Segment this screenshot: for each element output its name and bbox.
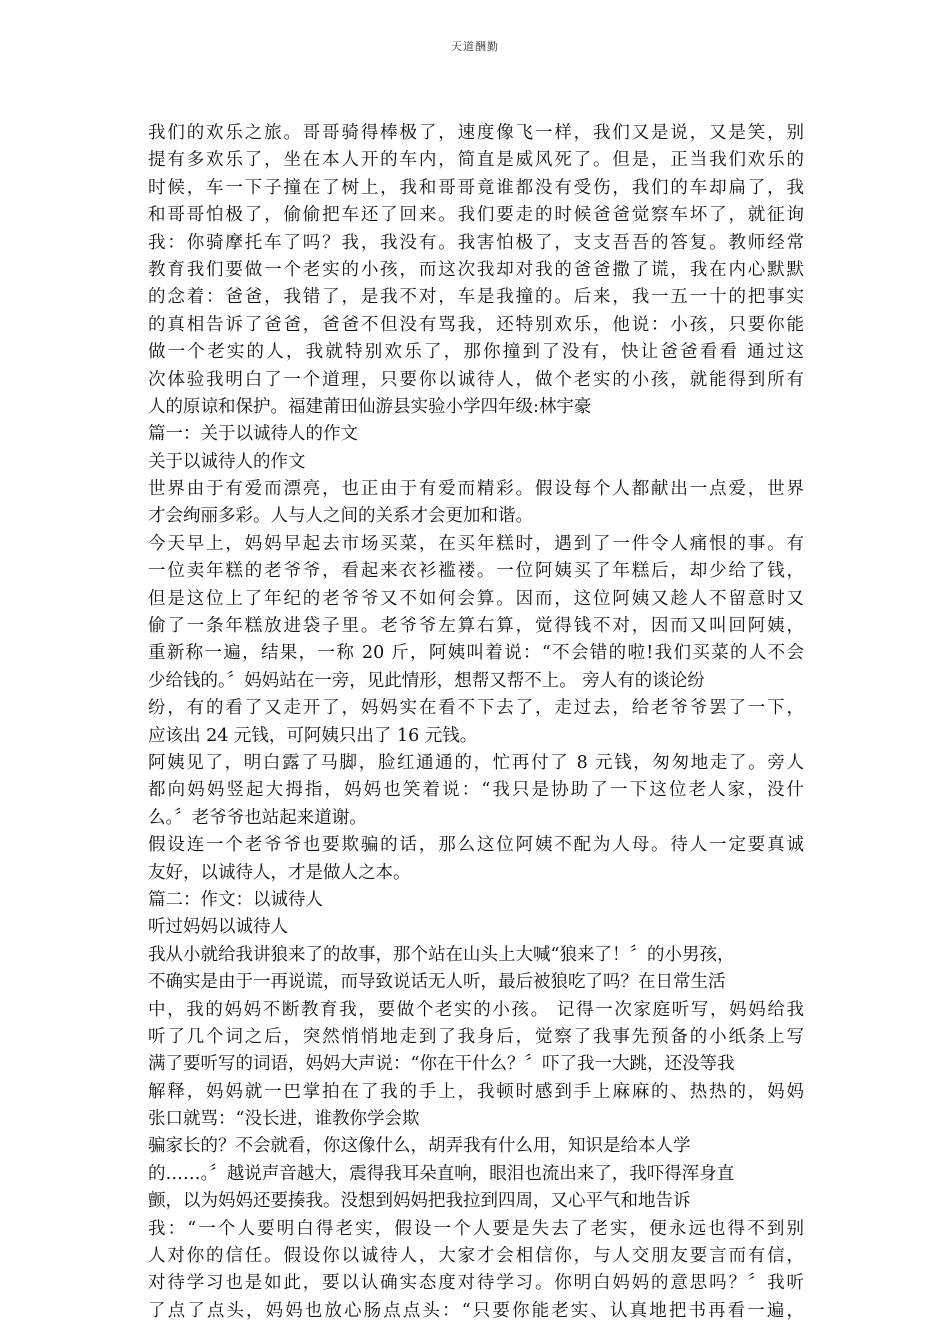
text-line: 重新称一遍，结果，一称 20 斤，阿姨叫着说：“不会错的啦!我们买菜的人不会 — [148, 643, 804, 664]
text-line: 时候，车一下子撞在了树上，我和哥哥竟谁都没有受伤，我们的车却扁了，我 — [148, 177, 804, 198]
text-line: 教育我们要做一个老实的小孩，而这次我却对我的爸爸撒了谎，我在内心默默 — [148, 259, 804, 280]
text-line: 我：你骑摩托车了吗？我，我没有。我害怕极了，支支吾吾的答复。教师经常 — [148, 232, 804, 253]
text-line: 骗家长的？不会就看，你这像什么，胡弄我有什么用，知识是给本人学 — [148, 1136, 691, 1157]
text-line: 篇一：关于以诚待人的作文 — [148, 424, 358, 445]
text-line: 纷，有的看了又走开了，妈妈实在看不下去了，走过去，给老爷爷罢了一下， — [148, 698, 804, 719]
text-line: 了点了点头，妈妈也放心肠点点头：“只要你能老实、认真地把书再看一遍， — [148, 1300, 804, 1321]
text-line: 才会绚丽多彩。人与人之间的关系才会更加和谐。 — [148, 506, 533, 527]
text-line: 张口就骂：“没长进，谁教你学会欺 — [148, 1109, 420, 1130]
text-line: 提有多欢乐了，坐在本人开的车内，简直是威风死了。但是，正当我们欢乐的 — [148, 150, 804, 171]
text-line: 人对你的信任。假设你以诚待人，大家才会相信你，与人交朋友要言而有信， — [148, 1246, 804, 1267]
text-line: 听了几个词之后，突然悄悄地走到了我身后，觉察了我事先预备的小纸条上写 — [148, 1026, 804, 1047]
text-line: 世界由于有爱而漂亮，也正由于有爱而精彩。假设每个人都献出一点爱，世界 — [148, 479, 804, 500]
text-line: 的念着：爸爸，我错了，是我不对，车是我撞的。后来，我一五一十的把事实 — [148, 287, 804, 308]
text-line: 篇二：作文：以诚待人 — [148, 889, 323, 910]
text-line: 听过妈妈以诚待人 — [148, 917, 288, 938]
text-line: 但是这位上了年纪的老爷爷又不如何会算。因而，这位阿姨又趁人不留意时又 — [148, 588, 804, 609]
page-header: 天道酬勤 — [451, 40, 499, 53]
text-line: 解释，妈妈就一巴掌拍在了我的手上，我顿时感到手上麻麻的、热热的，妈妈 — [148, 1081, 804, 1102]
text-line: 我从小就给我讲狼来了的故事，那个站在山头上大喊“狼来了！〞的小男孩， — [148, 944, 735, 965]
text-line: 颤，以为妈妈还要揍我。没想到妈妈把我拉到四周，又心平气和地告诉 — [148, 1191, 691, 1212]
text-line: 不确实是由于一再说谎，而导致说话无人听，最后被狼吃了吗？在日常生活 — [148, 972, 726, 993]
text-line: 阿姨见了，明白露了马脚，脸红通通的，忙再付了 8 元钱，匆匆地走了。旁人 — [148, 752, 804, 773]
text-line: 人的原谅和保护。福建莆田仙游县实验小学四年级:林宇豪 — [148, 396, 592, 417]
text-line: 我：“一个人要明白得老实，假设一个人要是失去了老实，便永远也得不到别 — [148, 1218, 804, 1239]
text-line: 友好，以诚待人，才是做人之本。 — [148, 862, 411, 883]
text-line: 假设连一个老爷爷也要欺骗的话，那么这位阿姨不配为人母。待人一定要真诚 — [148, 835, 804, 856]
text-line: 今天早上，妈妈早起去市场买菜，在买年糕时，遇到了一件令人痛恨的事。有 — [148, 533, 804, 554]
text-line: 么。〞老爷爷也站起来道谢。 — [148, 807, 367, 828]
document-body — [148, 120, 804, 1325]
text-line: 少给钱的。〞妈妈站在一旁，见此情形，想帮又帮不上。 旁人有的谈论纷 — [148, 670, 705, 691]
text-line: 应该出 24 元钱，可阿姨只出了 16 元钱。 — [148, 725, 478, 746]
text-line: 关于以诚待人的作文 — [148, 451, 306, 472]
text-line: 次体验我明白了一个道理，只要你以诚待人，做个老实的小孩，就能得到所有 — [148, 369, 804, 390]
text-line: 满了要听写的词语，妈妈大声说：“你在干什么？〞吓了我一大跳，还没等我 — [148, 1054, 735, 1075]
text-line: 偷了一条年糕放进袋子里。老爷爷左算右算，觉得钱不对，因而又叫回阿姨， — [148, 616, 804, 637]
text-line: 对待学习也是如此，要以认确实态度对待学习。你明白妈妈的意思吗？〞我听 — [148, 1273, 804, 1294]
text-line: 一位卖年糕的老爷爷，看起来衣衫褴褛。一位阿姨买了年糕后，却少给了钱， — [148, 561, 804, 582]
text-line: 中，我的妈妈不断教育我，要做个老实的小孩。 记得一次家庭听写，妈妈给我 — [148, 999, 804, 1020]
text-line: 和哥哥怕极了，偷偷把车还了回来。我们要走的时候爸爸觉察车坏了，就征询 — [148, 205, 804, 226]
text-line: 的……。〞越说声音越大，震得我耳朵直响，眼泪也流出来了，我吓得浑身直 — [148, 1163, 735, 1184]
text-line: 的真相告诉了爸爸，爸爸不但没有骂我，还特别欢乐，他说：小孩，只要你能 — [148, 314, 804, 335]
text-line: 都向妈妈竖起大拇指，妈妈也笑着说：“我只是协助了一下这位老人家，没什 — [148, 780, 804, 801]
text-line: 做一个老实的人，我就特别欢乐了，那你撞到了没有，快让爸爸看看 通过这 — [148, 342, 804, 363]
text-line: 我们的欢乐之旅。哥哥骑得棒极了，速度像飞一样，我们又是说，又是笑，别 — [148, 123, 804, 143]
